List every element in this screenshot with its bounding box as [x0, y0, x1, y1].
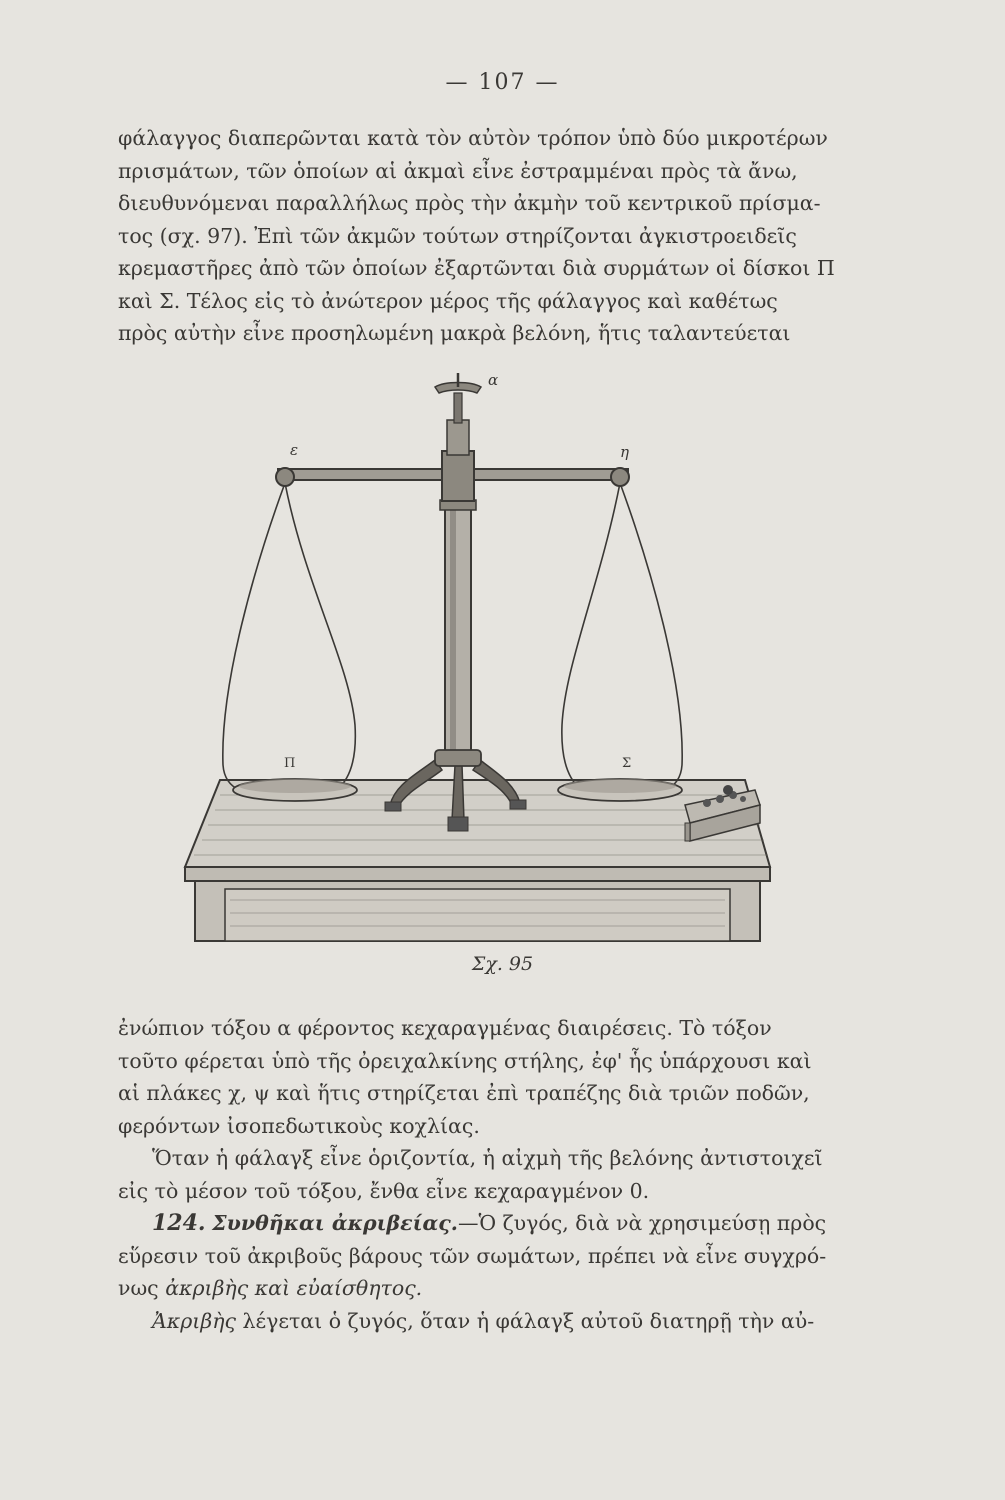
text-line: ἐνώπιον τόξου α φέροντος κεχαραγμένας διαιρέσεις. Τὸ τόξον	[118, 1016, 772, 1040]
label-alpha: α	[488, 371, 499, 389]
horizontal-paragraph	[118, 1142, 880, 1207]
top-paragraph	[118, 122, 880, 350]
text-line	[118, 1305, 880, 1338]
text-line: πρισμάτων, τῶν ὁποίων αἱ ἀκμαὶ εἶνε ἐστραμμέναι πρὸς τὰ ἄνω,	[118, 158, 798, 183]
section-124	[118, 1207, 880, 1305]
emphasis-text: Ἀκριβὴς	[152, 1309, 236, 1333]
last-paragraph	[118, 1305, 880, 1338]
text-line: πρὸς αὐτὴν εἶνε προσηλωμένη μακρὰ βελόνη, ἥτις ταλαντεύεται	[118, 321, 791, 345]
section-number: 124.	[152, 1210, 206, 1236]
text-line: Ὅταν ἡ φάλαγξ εἶνε ὁριζοντία, ἡ αἰχμὴ τῆς βελόνης ἀντιστοιχεῖ	[152, 1146, 823, 1170]
text-line: κρεμαστῆρες ἀπὸ τῶν ὁποίων ἐξαρτῶνται διὰ συρμάτων οἱ δίσκοι Π	[118, 256, 835, 280]
label-epsilon: ε	[290, 441, 299, 459]
section-first-line	[118, 1207, 880, 1240]
label-pi: Π	[284, 756, 296, 771]
text-line: φερόντων ἰσοπεδωτικοὺς κοχλίας.	[118, 1113, 480, 1138]
emphasis-text: ἀκριβὴς καὶ εὐαίσθητος.	[165, 1276, 423, 1300]
text-span: νως	[118, 1276, 159, 1300]
balance-scale-illustration	[180, 365, 780, 945]
text-line: τος (σχ. 97). Ἐπὶ τῶν ἀκμῶν τούτων στηρίζονται ἀγκιστροειδεῖς	[118, 223, 797, 248]
label-sigma: Σ	[622, 756, 632, 771]
text-line: εὕρεσιν τοῦ ἀκριβοῦς βάρους τῶν σωμάτων, πρέπει νὰ εἶνε συγχρό-	[118, 1243, 827, 1268]
table-edge	[185, 867, 770, 881]
middle-paragraph	[118, 1012, 880, 1142]
text-span: λέγεται ὁ ζυγός, ὅταν ἡ φάλαγξ αὐτοῦ διατηρῇ τὴν αὐ-	[235, 1309, 815, 1333]
text-line: εἰς τὸ μέσον τοῦ τόξου, ἔνθα εἶνε κεχαραγμένον 0.	[118, 1178, 650, 1203]
text-line	[118, 1272, 880, 1305]
text-line: αἱ πλάκες χ, ψ καὶ ἥτις στηρίζεται ἐπὶ τραπέζης διὰ τριῶν ποδῶν,	[118, 1081, 810, 1105]
text-line: φάλαγγος διαπερῶνται κατὰ τὸν αὐτὸν τρόπον ὑπὸ δύο μικροτέρων	[118, 126, 828, 150]
text-line: διευθυνόμεναι παραλλήλως πρὸς τὴν ἀκμὴν τοῦ κεντρικοῦ πρίσμα-	[118, 191, 821, 215]
figure-caption: Σχ. 95	[471, 953, 534, 975]
text-line: τοῦτο φέρεται ὑπὸ τῆς ὀρειχαλκίνης στήλης, ἐφ' ἧς ὑπάρχουσι καὶ	[118, 1048, 812, 1073]
section-text: —Ὁ ζυγός, διὰ νὰ χρησιμεύσῃ πρὸς	[457, 1211, 827, 1235]
page-number: — 107 —	[445, 70, 560, 95]
section-title: Συνθῆκαι ἀκριβείας.	[212, 1211, 458, 1235]
label-eta: η	[620, 443, 629, 461]
brass-column	[445, 495, 471, 755]
text-line: καὶ Σ. Τέλος εἰς τὸ ἀνώτερον μέρος τῆς φάλαγγος καὶ καθέτως	[118, 288, 778, 313]
